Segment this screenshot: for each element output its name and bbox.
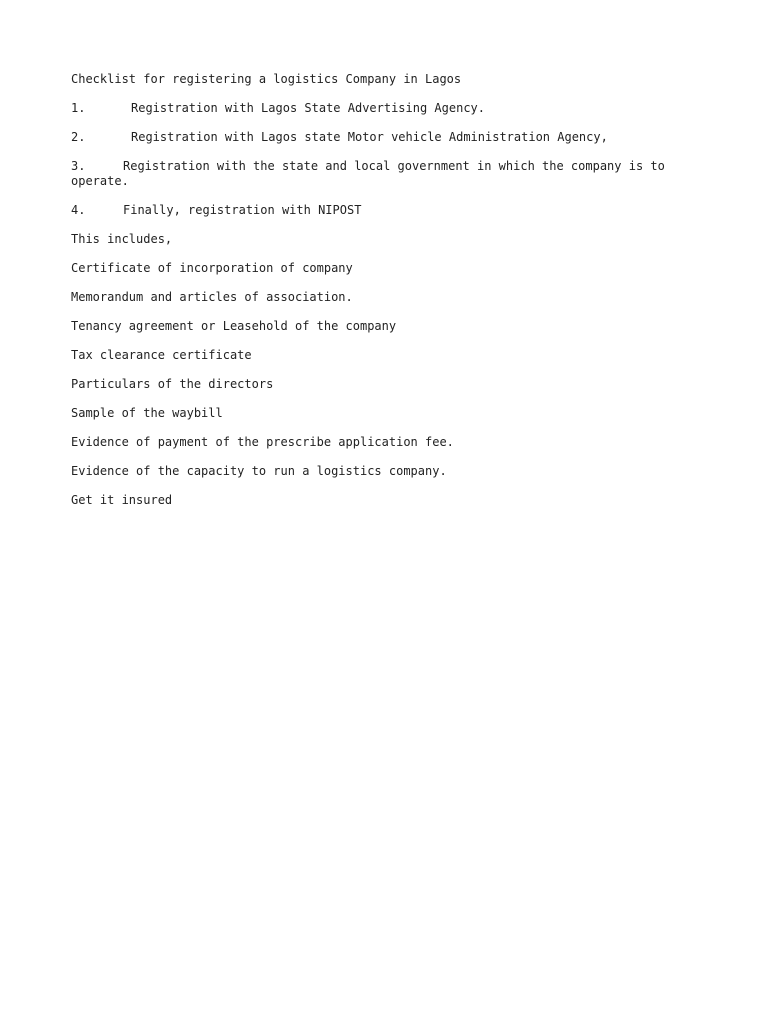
document-body: [71, 72, 701, 522]
numbered-item-3: [71, 159, 701, 189]
requirement-item: Evidence of payment of the prescribe application fee.: [71, 435, 454, 449]
numbered-item-number: 3.: [71, 159, 86, 173]
numbered-item-number: 4.: [71, 203, 86, 217]
numbered-item-text: Registration with the state and local government in which the company is to operate.: [71, 159, 665, 188]
numbered-item-1: [71, 101, 701, 116]
numbered-item-text: Registration with Lagos State Advertising Agency.: [131, 101, 486, 115]
requirement-item: Particulars of the directors: [71, 377, 274, 391]
numbered-item-2: [71, 130, 701, 145]
document-title: Checklist for registering a logistics Company in Lagos: [71, 72, 462, 86]
numbered-item-text: Registration with Lagos state Motor vehicle Administration Agency,: [131, 130, 608, 144]
numbered-item-4: [71, 203, 701, 218]
numbered-item-number: 1.: [71, 101, 86, 115]
requirement-item: Memorandum and articles of association.: [71, 290, 353, 304]
includes-label: This includes,: [71, 232, 173, 246]
requirement-item: Sample of the waybill: [71, 406, 223, 420]
requirement-item: Tax clearance certificate: [71, 348, 252, 362]
requirement-item: Get it insured: [71, 493, 173, 507]
numbered-item-text: Finally, registration with NIPOST: [123, 203, 362, 217]
requirement-item: Certificate of incorporation of company: [71, 261, 353, 275]
requirement-item: Evidence of the capacity to run a logistics company.: [71, 464, 447, 478]
numbered-item-number: 2.: [71, 130, 86, 144]
requirement-item: Tenancy agreement or Leasehold of the company: [71, 319, 397, 333]
